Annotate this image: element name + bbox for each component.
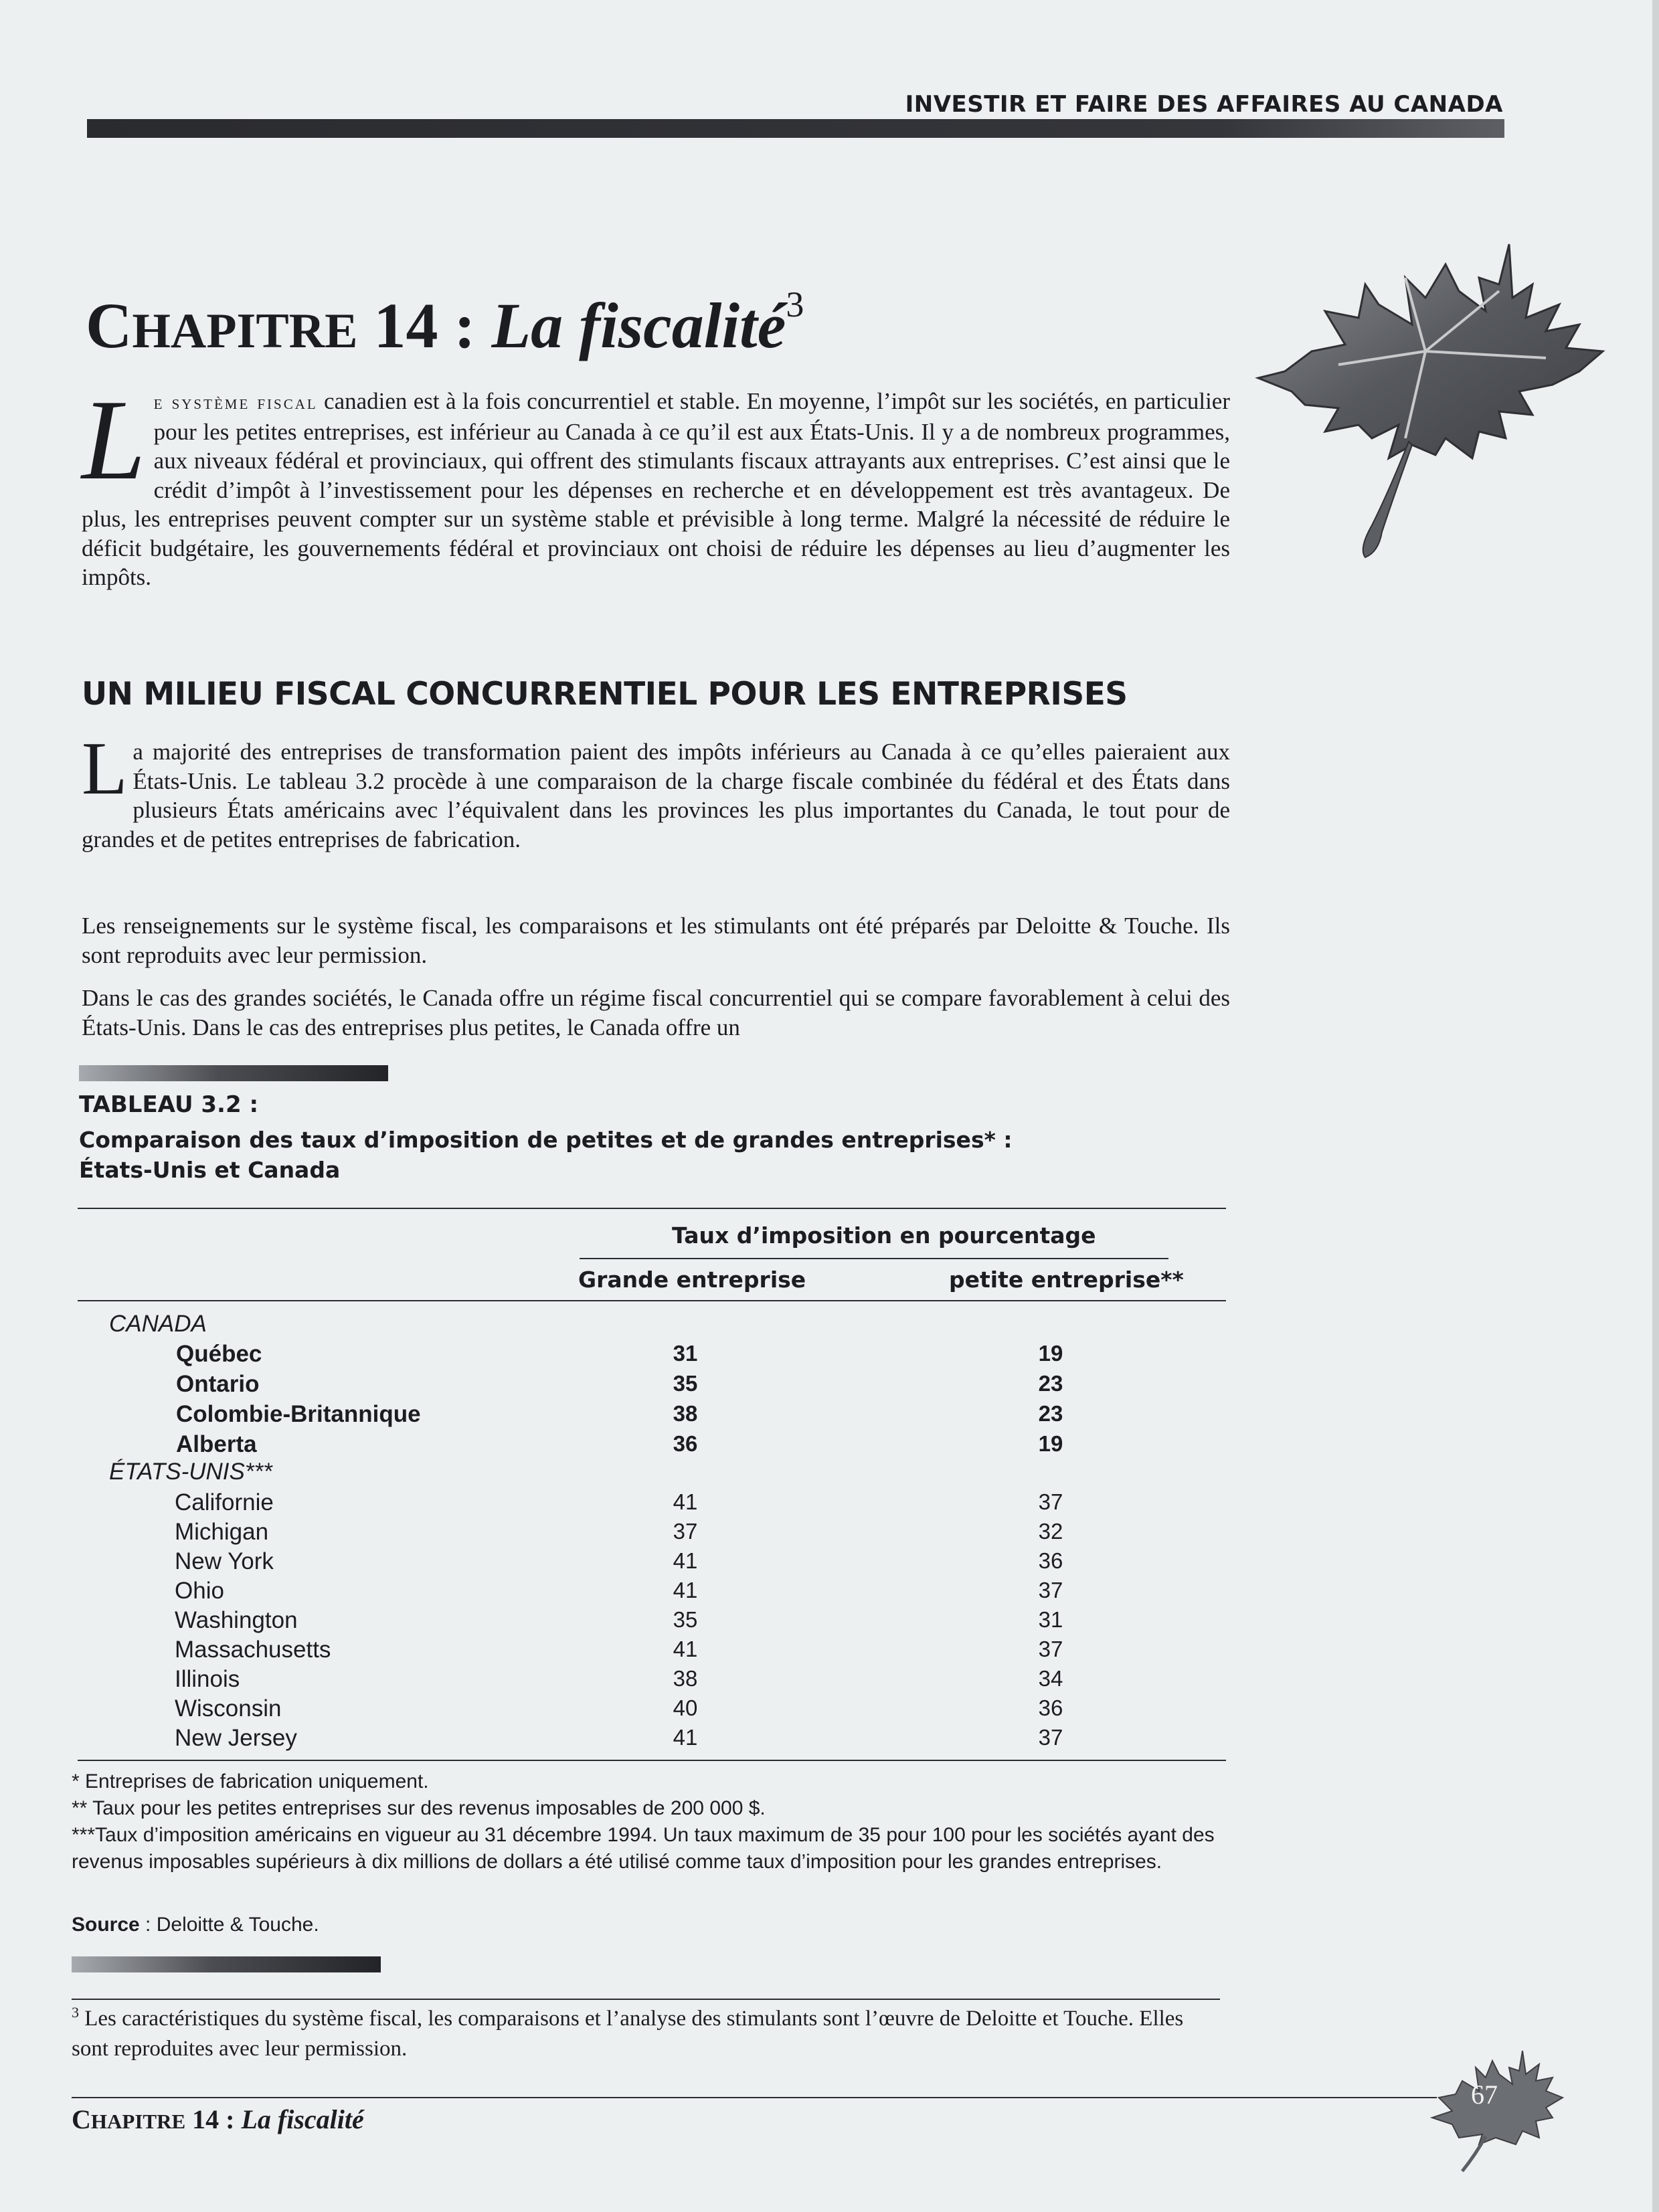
page-edge bbox=[1652, 0, 1659, 2212]
row-small-rate: 19 bbox=[1038, 1431, 1063, 1456]
table-top-rule bbox=[78, 1208, 1226, 1209]
table-group-canada bbox=[0, 1311, 1218, 1341]
row-large-rate: 36 bbox=[673, 1431, 698, 1456]
table-row bbox=[0, 1607, 1218, 1637]
row-name: Illinois bbox=[175, 1666, 240, 1692]
chapter-title-initial: C bbox=[86, 290, 133, 361]
row-name: Wisconsin bbox=[175, 1695, 282, 1722]
table-header-small: petite entreprise** bbox=[949, 1267, 1184, 1293]
row-large-rate: 35 bbox=[673, 1371, 698, 1396]
chapter-title-subject: La fiscalité bbox=[491, 290, 786, 361]
table-header-large: Grande entreprise bbox=[578, 1267, 806, 1293]
table-source bbox=[72, 1914, 319, 1936]
row-name: Michigan bbox=[175, 1519, 269, 1545]
row-small-rate: 37 bbox=[1038, 1578, 1063, 1602]
intro-dropcap: L bbox=[82, 377, 146, 504]
table-row bbox=[0, 1548, 1218, 1578]
table-title bbox=[79, 1125, 1013, 1185]
table-column-group-rule bbox=[580, 1258, 1168, 1259]
row-large-rate: 41 bbox=[673, 1637, 698, 1661]
footer-rule bbox=[72, 2097, 1437, 2098]
row-small-rate: 36 bbox=[1038, 1548, 1063, 1573]
intro-paragraph bbox=[82, 377, 1231, 592]
row-large-rate: 31 bbox=[673, 1341, 698, 1366]
row-small-rate: 23 bbox=[1038, 1401, 1063, 1426]
table-row bbox=[0, 1637, 1218, 1667]
row-large-rate: 37 bbox=[673, 1519, 698, 1544]
row-name: Massachusetts bbox=[175, 1637, 331, 1663]
table-group-label: ÉTATS-UNIS*** bbox=[109, 1459, 272, 1485]
row-large-rate: 41 bbox=[673, 1548, 698, 1573]
table-row bbox=[0, 1341, 1218, 1371]
row-large-rate: 41 bbox=[673, 1578, 698, 1602]
table-group-us bbox=[0, 1459, 1218, 1489]
table-label: TABLEAU 3.2 : bbox=[79, 1091, 259, 1118]
row-name: New York bbox=[175, 1548, 274, 1574]
header-rule bbox=[87, 119, 1504, 138]
row-large-rate: 41 bbox=[673, 1725, 698, 1750]
footer-title bbox=[72, 2104, 364, 2135]
table-note-2: ** Taux pour les petites entreprises sur des revenus imposables de 200 000 $. bbox=[72, 1797, 766, 1819]
footnote bbox=[72, 1997, 1223, 2064]
table-title-line-1: Comparaison des taux d’imposition de petites et de grandes entreprises* : bbox=[79, 1127, 1013, 1153]
row-small-rate: 37 bbox=[1038, 1725, 1063, 1750]
intro-text: canadien est à la fois concurrentiel et stable. En moyenne, l’impôt sur les sociétés, en particulier pour les petites entreprises, est inférieur au Canada à ce qu’il est aux États-Unis. Il y a de nombreux programmes, aux niveaux fédéral et provinciaux, qui offrent des stimulants fiscaux attrayants aux entreprises. C’est ainsi que le crédit d’impôt à l’investissement pour les dépenses en recherche et en développement est très avantageux. De plus, les entreprises peuvent compter sur un système stable et prévisible à long terme. Malgré la nécessité de réduire le déficit budgétaire, les gouvernements fédéral et provinciaux ont choisi de réduire les dépenses au lieu d’augmenter les impôts. bbox=[82, 388, 1231, 590]
footer-title-subject: La fiscalité bbox=[241, 2104, 364, 2134]
row-small-rate: 32 bbox=[1038, 1519, 1063, 1544]
row-small-rate: 37 bbox=[1038, 1637, 1063, 1661]
section-paragraph-1 bbox=[82, 727, 1230, 854]
row-large-rate: 40 bbox=[673, 1695, 698, 1720]
row-name: Colombie-Britannique bbox=[176, 1401, 421, 1427]
row-name: Québec bbox=[176, 1341, 262, 1367]
footer-title-initial: C bbox=[72, 2104, 91, 2134]
chapter-footnote-mark: 3 bbox=[786, 284, 804, 325]
footnote-mark: 3 bbox=[72, 2004, 79, 2021]
row-small-rate: 19 bbox=[1038, 1341, 1063, 1366]
table-note-1: * Entreprises de fabrication uniquement. bbox=[72, 1770, 429, 1792]
footnote-text: Les caractéristiques du système fiscal, les comparaisons et l’analyse des stimulants sont l’œuvre de Deloitte et Touche. Elles sont reproduites avec leur permission. bbox=[72, 2007, 1184, 2061]
section-paragraph-2: Les renseignements sur le système fiscal, les comparaisons et les stimulants ont été préparés par Deloitte & Touche. Ils sont reproduits avec leur permission. bbox=[82, 913, 1230, 968]
table-source-label: Source bbox=[72, 1914, 140, 1936]
table-header-rule bbox=[78, 1300, 1226, 1301]
table-notes bbox=[72, 1768, 1236, 1875]
row-small-rate: 37 bbox=[1038, 1489, 1063, 1514]
table-row bbox=[0, 1578, 1218, 1608]
row-small-rate: 34 bbox=[1038, 1666, 1063, 1691]
section-paragraph-3: Dans le cas des grandes sociétés, le Canada offre un régime fiscal concurrentiel qui se compare favorablement à celui des États-Unis. Dans le cas des entreprises plus petites, le Canada offre un bbox=[82, 985, 1230, 1040]
row-name: New Jersey bbox=[175, 1725, 297, 1751]
running-head: INVESTIR ET FAIRE DES AFFAIRES AU CANADA bbox=[905, 91, 1503, 118]
row-name: Alberta bbox=[176, 1431, 257, 1457]
table-row bbox=[0, 1695, 1218, 1726]
row-name: Ohio bbox=[175, 1578, 224, 1604]
table-row bbox=[0, 1666, 1218, 1696]
table-row bbox=[0, 1431, 1218, 1461]
row-large-rate: 38 bbox=[673, 1666, 698, 1691]
chapter-title bbox=[86, 268, 804, 368]
table-column-group-header: Taux d’imposition en pourcentage bbox=[672, 1222, 1096, 1249]
row-name: Washington bbox=[175, 1607, 298, 1633]
table-title-line-2: États-Unis et Canada bbox=[79, 1157, 341, 1183]
row-large-rate: 38 bbox=[673, 1401, 698, 1426]
footer-title-number: 14 : bbox=[185, 2104, 242, 2134]
row-small-rate: 31 bbox=[1038, 1607, 1063, 1632]
row-name: Californie bbox=[175, 1489, 274, 1515]
page-number: 67 bbox=[1471, 2080, 1498, 2110]
table-group-label: CANADA bbox=[109, 1311, 207, 1337]
chapter-title-word: HAPITRE bbox=[132, 304, 358, 359]
table-decor-bar bbox=[79, 1065, 388, 1081]
table-row bbox=[0, 1401, 1218, 1431]
footer-title-word: HAPITRE bbox=[90, 2110, 186, 2133]
section-heading: UN MILIEU FISCAL CONCURRENTIEL POUR LES ENTREPRISES bbox=[82, 676, 1128, 713]
row-small-rate: 36 bbox=[1038, 1695, 1063, 1720]
table-source-text: : Deloitte & Touche. bbox=[139, 1914, 319, 1936]
row-small-rate: 23 bbox=[1038, 1371, 1063, 1396]
section-dropcap: L bbox=[82, 727, 128, 810]
row-name: Ontario bbox=[176, 1371, 260, 1397]
table-row bbox=[0, 1519, 1218, 1549]
row-large-rate: 35 bbox=[673, 1607, 698, 1632]
table-note-3: ***Taux d’imposition américains en vigueur au 31 décembre 1994. Un taux maximum de 35 pour 100 pour les sociétés ayant des revenus imposables supérieurs à dix millions de dollars a été utilisé comme taux d’imposition pour les grandes entreprises. bbox=[72, 1824, 1215, 1873]
intro-lead: e système fiscal bbox=[153, 391, 318, 413]
table-row bbox=[0, 1489, 1218, 1519]
chapter-title-number: 14 : bbox=[357, 290, 492, 361]
table-bottom-rule bbox=[78, 1760, 1226, 1761]
row-large-rate: 41 bbox=[673, 1489, 698, 1514]
table-row bbox=[0, 1371, 1218, 1401]
section-paragraph-1-text: a majorité des entreprises de transformation paient des impôts inférieurs au Canada à ce qu’elles paieraient aux États-Unis. Le tableau 3.2 procède à une comparaison de la charge fiscale combinée du fédéral et des États dans plusieurs États américains avec l’équivalent dans les provinces les plus importantes du Canada, le tout pour de grandes et de petites entreprises de fabrication. bbox=[82, 739, 1230, 852]
table-row bbox=[0, 1725, 1218, 1755]
maple-leaf-icon bbox=[1245, 238, 1620, 572]
footnote-decor-bar bbox=[72, 1956, 381, 1972]
